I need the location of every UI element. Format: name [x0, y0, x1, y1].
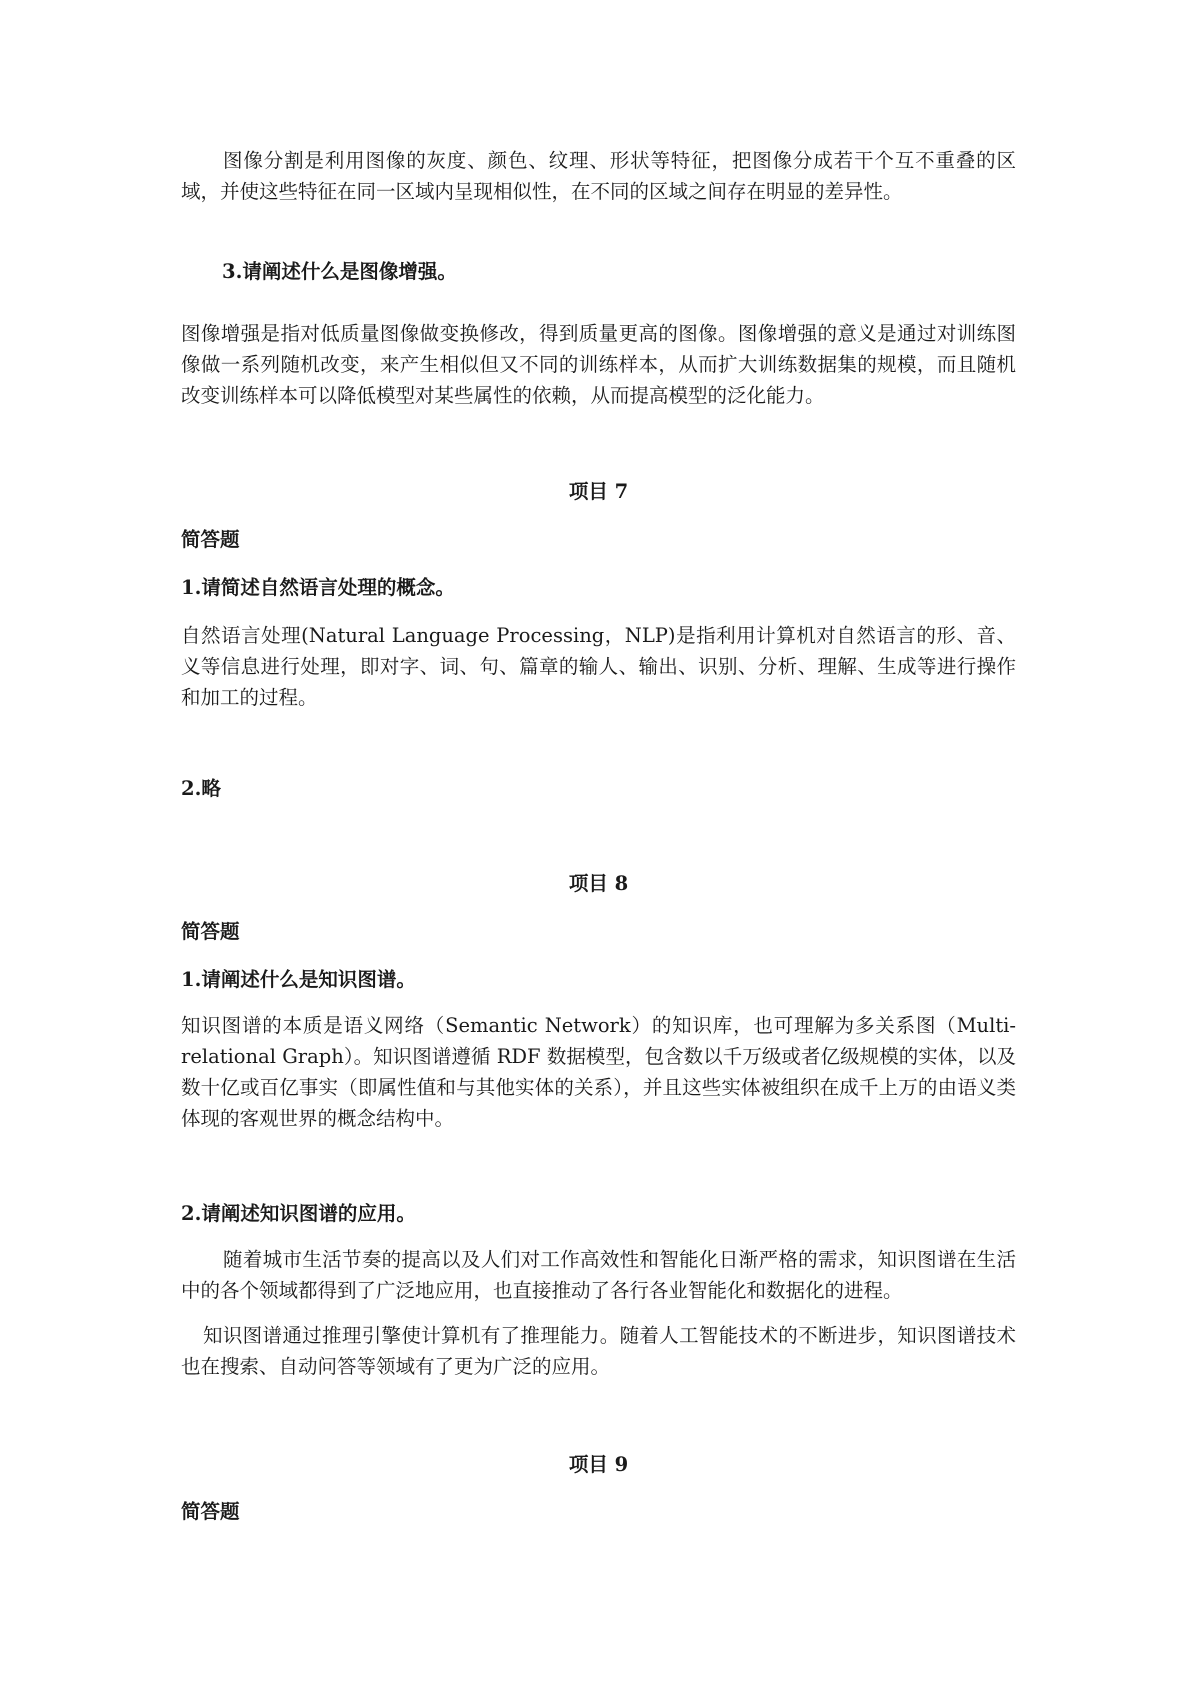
question-3-heading: 3.请阐述什么是图像增强。	[222, 260, 457, 283]
project-7-question-1-heading: 1.请简述自然语言处理的概念。	[181, 576, 455, 599]
paragraph-nlp-definition: 自然语言处理(Natural Language Processing，NLP)是指利用计算机对自然语言的形、音、义等信息进行处理，即对字、词、句、篇章的输人、输出、识别、分析、理解、生成等进行操作和加工的过程。	[181, 624, 1016, 709]
project-9-title: 项目 9	[568, 1453, 629, 1476]
project-8-question-1-heading: 1.请阐述什么是知识图谱。	[181, 968, 416, 991]
paragraph-image-segmentation: 图像分割是利用图像的灰度、颜色、纹理、形状等特征，把图像分成若干个互不重叠的区域，并使这些特征在同一区域内呈现相似性，在不同的区域之间存在明显的差异性。	[181, 149, 1016, 203]
paragraph-knowledge-graph-definition: 知识图谱的本质是语义网络（Semantic Network）的知识库，也可理解为多关系图（Multi-relational Graph）。知识图谱遵循 RDF 数据模型，包含数以千万级或者亿级规模的实体，以及数十亿或百亿事实（即属性值和与其他实体的关系），并且这些实体被组织在成千上万的由语义类体现的客观世界的概念结构中。	[181, 1014, 1016, 1130]
paragraph-image-enhancement: 图像增强是指对低质量图像做变换修改，得到质量更高的图像。图像增强的意义是通过对训练图像做一系列随机改变，来产生相似但又不同的训练样本，从而扩大训练数据集的规模，而且随机改变训练样本可以降低模型对某些属性的依赖，从而提高模型的泛化能力。	[181, 322, 1016, 407]
project-8-question-2-heading: 2.请阐述知识图谱的应用。	[181, 1202, 416, 1225]
project-8-title: 项目 8	[568, 872, 629, 895]
project-8-section-heading: 简答题	[181, 920, 240, 943]
project-7-title: 项目 7	[568, 480, 629, 503]
paragraph-knowledge-graph-application-2: 知识图谱通过推理引擎使计算机有了推理能力。随着人工智能技术的不断进步，知识图谱技术也在搜索、自动问答等领域有了更为广泛的应用。	[181, 1324, 1016, 1378]
paragraph-knowledge-graph-application-1: 随着城市生活节奏的提高以及人们对工作高效性和智能化日渐严格的需求，知识图谱在生活中的各个领域都得到了广泛地应用，也直接推动了各行各业智能化和数据化的进程。	[181, 1248, 1016, 1302]
project-7-question-2-heading: 2.略	[181, 777, 221, 800]
project-9-section-heading: 简答题	[181, 1500, 240, 1523]
project-7-section-heading: 简答题	[181, 528, 240, 551]
